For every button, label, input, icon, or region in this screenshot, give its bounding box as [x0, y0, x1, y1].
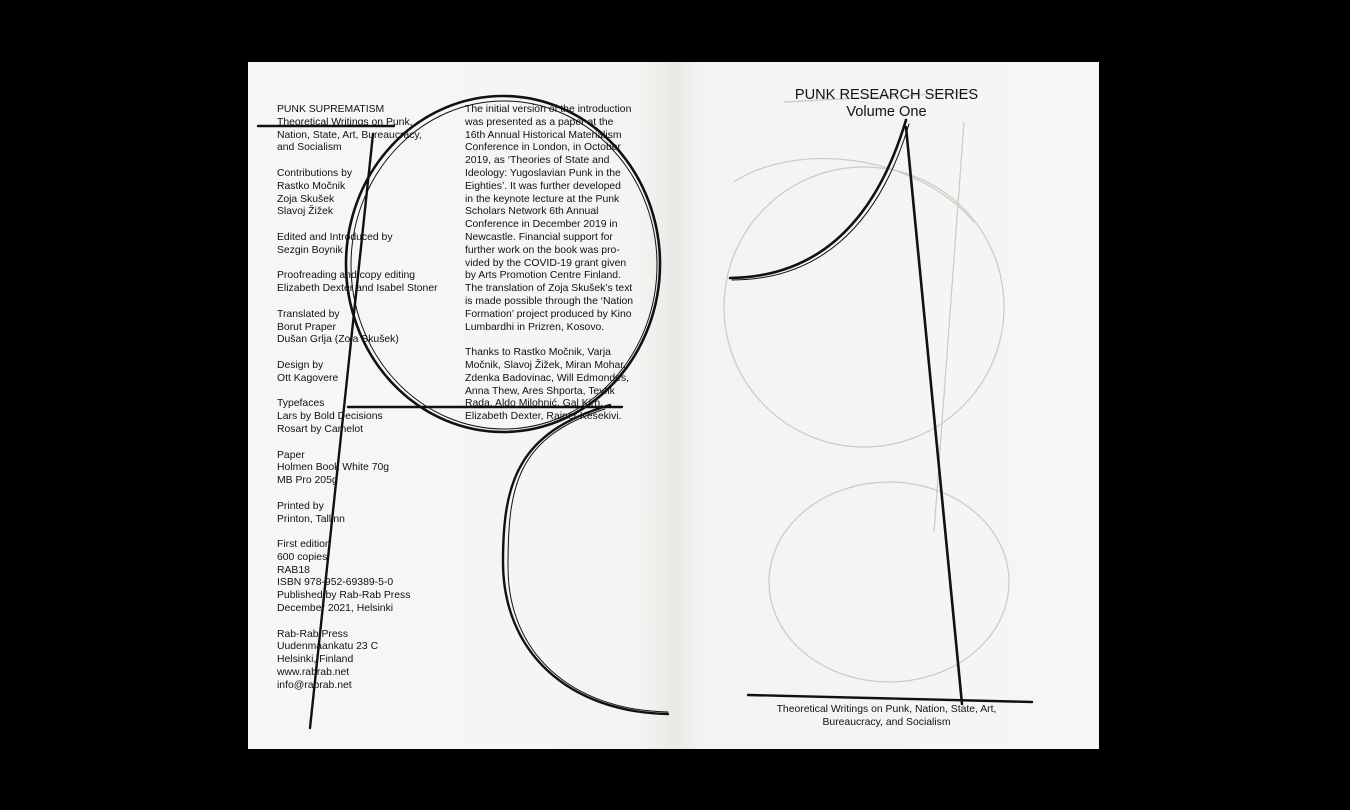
- subtitle-line: Bureaucracy, and Socialism: [822, 717, 951, 728]
- subtitle-line: Theoretical Writings on Punk, Nation, State, Art,: [776, 704, 997, 715]
- colophon-line: Nation, State, Art, Bureaucracy,: [277, 129, 422, 141]
- colophon-line: December 2021, Helsinki: [277, 603, 394, 615]
- colophon-line: Uudenmaankatu 23 C: [277, 641, 379, 653]
- colophon-line: Zdenka Badovinac, Will Edmondes,: [465, 372, 630, 384]
- colophon-line: vided by the COVID-19 grant given: [465, 257, 627, 269]
- colophon-line: Rada, Aldo Milohnić, Gal Kirn,: [465, 398, 604, 410]
- colophon-line: Design by: [277, 359, 324, 371]
- colophon-line: Lumbardhi in Prizren, Kosovo.: [465, 321, 605, 333]
- colophon-line: info@rabrab.net: [277, 679, 352, 691]
- colophon-line: was presented as a paper at the: [465, 116, 614, 128]
- colophon-line: Rab-Rab Press: [277, 628, 349, 640]
- colophon-line: MB Pro 205g: [277, 475, 338, 487]
- colophon-line: Dušan Grlja (Zoja Skušek): [277, 334, 399, 346]
- colophon-line: First edition: [277, 539, 331, 551]
- colophon-line: Formation’ project produced by Kino: [465, 308, 632, 320]
- colophon-line: Thanks to Rastko Močnik, Varja: [465, 347, 611, 359]
- colophon-line: and Socialism: [277, 142, 342, 154]
- colophon-line: Eighties’. It was further developed: [465, 180, 621, 192]
- volume-label: Volume One: [846, 104, 927, 120]
- colophon-line: Newcastle. Financial support for: [465, 231, 613, 243]
- colophon-line: RAB18: [277, 564, 310, 576]
- colophon-line: www.rabrab.net: [277, 667, 350, 679]
- colophon-line: Printed by: [277, 500, 324, 512]
- colophon-line: Conference in London, in October: [465, 142, 621, 154]
- series-title: PUNK RESEARCH SERIES: [794, 87, 979, 103]
- colophon-line: Elizabeth Dexter, Rainer Kesekivi.: [465, 411, 622, 423]
- colophon-line: ISBN 978-952-69389-5-0: [277, 577, 394, 589]
- colophon-line: Ideology: Yugoslavian Punk in the: [465, 167, 621, 179]
- colophon-line: by Arts Promotion Centre Finland.: [465, 270, 621, 282]
- colophon-line: Helsinki, Finland: [277, 654, 354, 666]
- colophon-line: Rastko Močnik: [277, 180, 346, 192]
- colophon-line: further work on the book was pro-: [465, 244, 620, 256]
- colophon-line: Zoja Skušek: [277, 193, 335, 205]
- colophon-line: Paper: [277, 449, 305, 461]
- colophon-line: Proofreading and copy editing: [277, 270, 416, 282]
- colophon-line: The initial version of the introduction: [465, 104, 632, 115]
- colophon-line: Močnik, Slavoj Žižek, Miran Mohar,: [465, 359, 627, 371]
- colophon-line: is made possible through the ‘Nation: [465, 295, 634, 307]
- colophon-line: Contributions by: [277, 167, 353, 179]
- colophon-line: Published by Rab-Rab Press: [277, 590, 411, 602]
- colophon-line: Printon, Tallinn: [277, 513, 345, 525]
- colophon-line: Theoretical Writings on Punk,: [277, 116, 413, 128]
- colophon-line: Lars by Bold Decisions: [277, 411, 383, 423]
- colophon-line: Conference in December 2019 in: [465, 219, 618, 231]
- colophon-line: The translation of Zoja Skušek’s text: [465, 283, 633, 295]
- colophon-line: Slavoj Žižek: [277, 206, 334, 218]
- colophon-line: Rosart by Camelot: [277, 423, 364, 435]
- colophon-line: 16th Annual Historical Materialism: [465, 129, 622, 141]
- colophon-line: 600 copies: [277, 551, 328, 563]
- colophon-line: Borut Praper: [277, 321, 336, 333]
- colophon-line: Anna Thew, Ares Shporta, Tevfik: [465, 385, 615, 397]
- colophon-line: Typefaces: [277, 398, 325, 410]
- book-spread: [248, 62, 1099, 749]
- left-page: [248, 62, 674, 749]
- colophon-line: PUNK SUPREMATISM: [277, 104, 385, 115]
- colophon-line: Holmen Book White 70g: [277, 462, 390, 474]
- colophon-line: Translated by: [277, 308, 340, 320]
- colophon-line: Scholars Network 6th Annual: [465, 206, 599, 218]
- right-page: [674, 62, 1099, 749]
- book-subtitle: [674, 703, 1099, 729]
- colophon-line: in the keynote lecture at the Punk: [465, 193, 620, 205]
- colophon-line: Sezgin Boynik: [277, 244, 343, 256]
- colophon-line: Edited and Introduced by: [277, 231, 393, 243]
- colophon-line: Elizabeth Dexter and Isabel Stoner: [277, 283, 438, 295]
- colophon-line: Ott Kagovere: [277, 372, 339, 384]
- colophon-line: 2019, as ‘Theories of State and: [465, 155, 610, 167]
- letter-p-drawing: [248, 62, 674, 749]
- numeral-one-drawing: [674, 62, 1099, 749]
